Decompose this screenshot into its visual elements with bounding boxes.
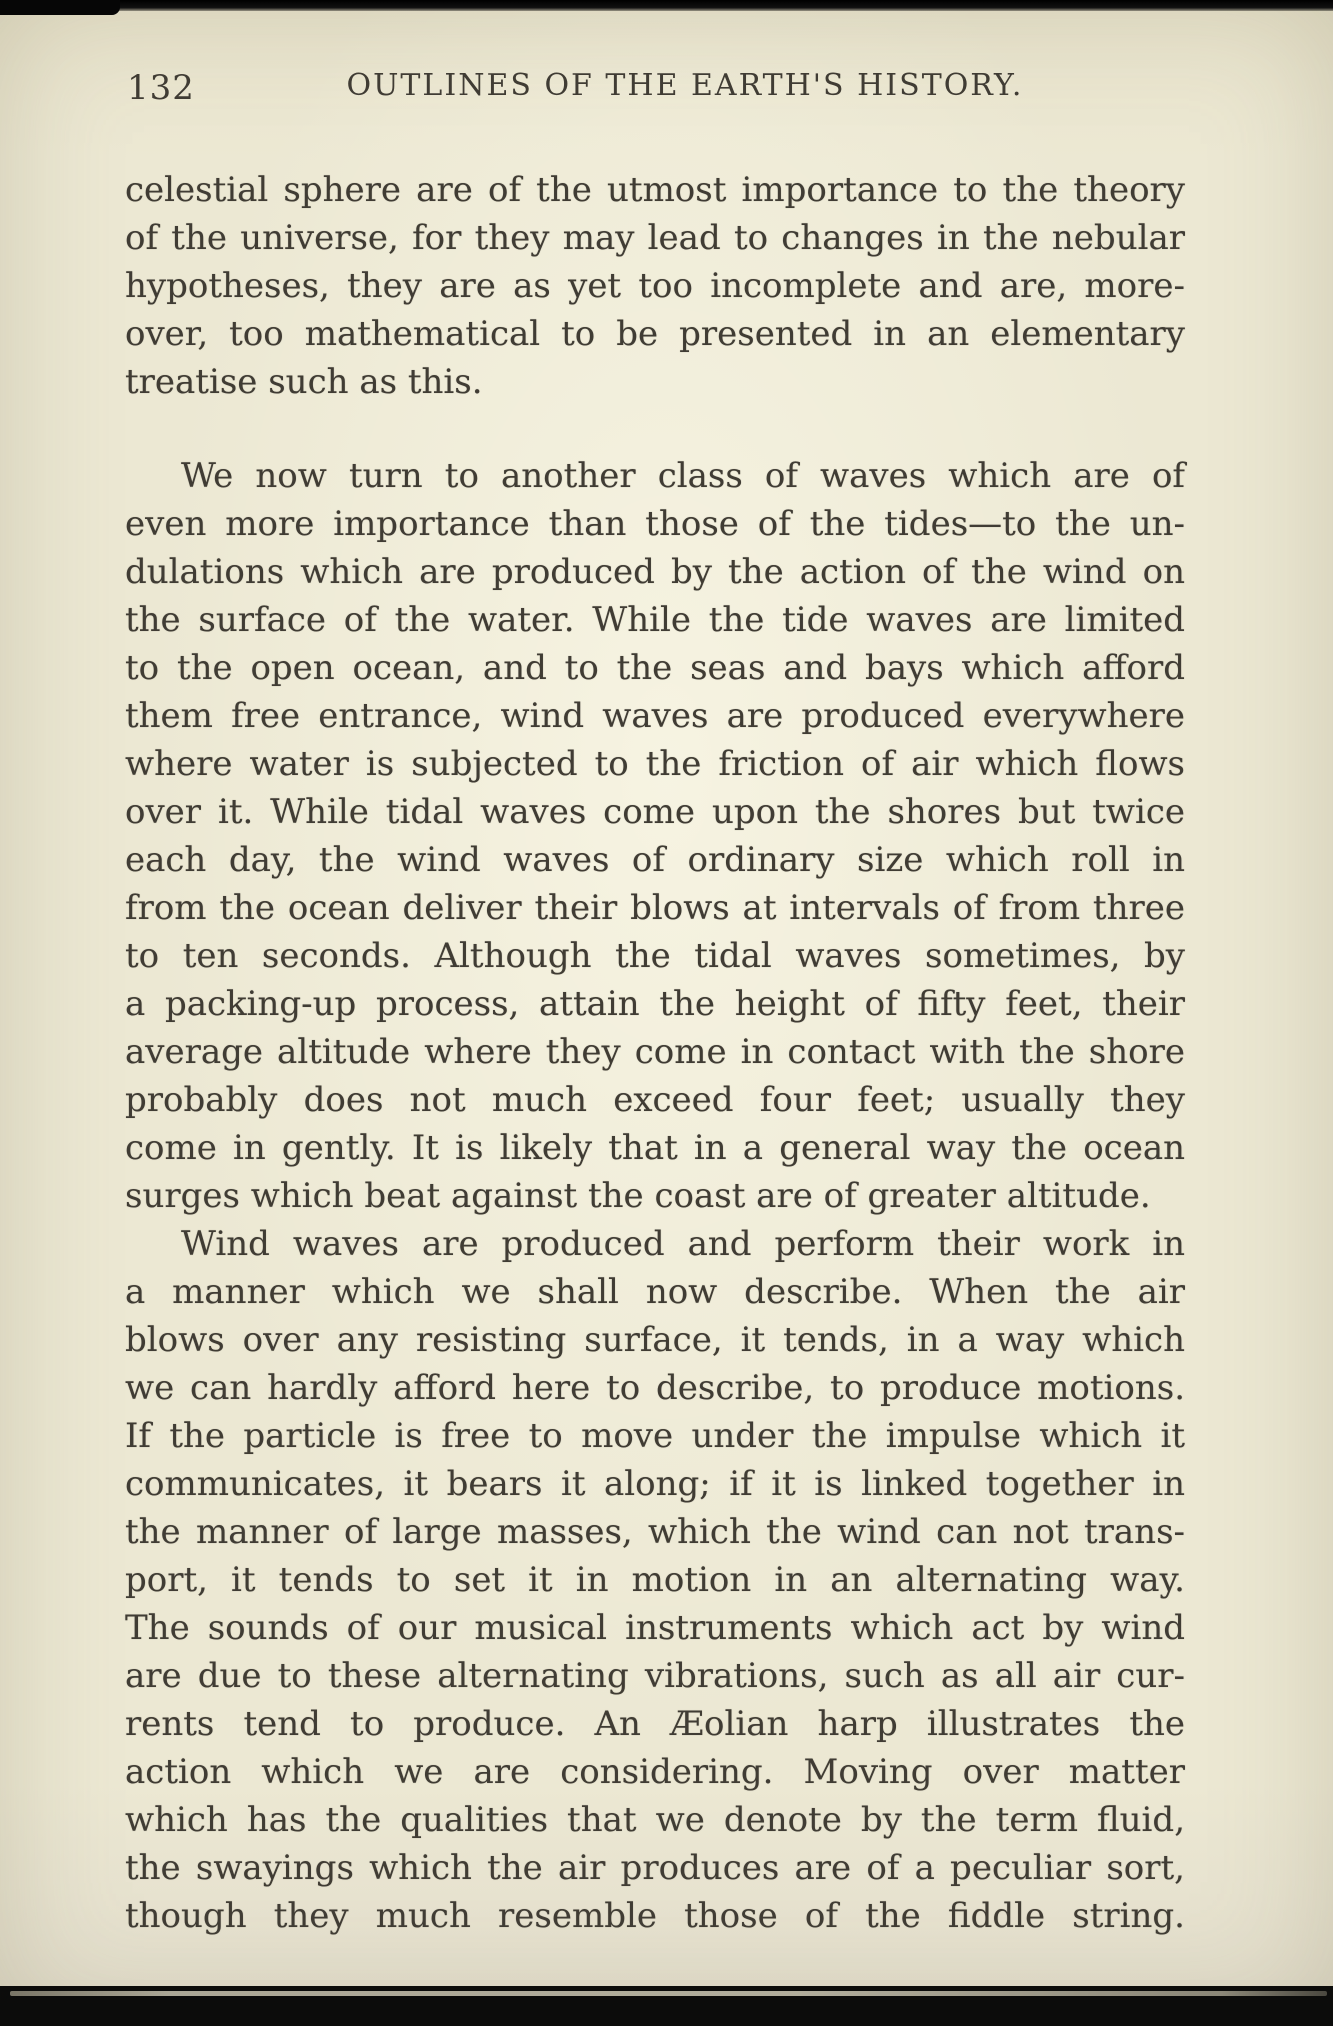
text-line: to ten seconds. Although the tidal waves sometimes, by xyxy=(125,936,1185,976)
text-line: a packing-up process, attain the height of fifty feet, their xyxy=(125,984,1185,1024)
text-line: communicates, it bears it along; if it is linked together in xyxy=(125,1464,1185,1504)
text-line: dulations which are produced by the action of the wind on xyxy=(125,552,1185,592)
text-line: the manner of large masses, which the wind can not trans- xyxy=(125,1512,1185,1552)
page-header xyxy=(125,66,1185,110)
text-line: over it. While tidal waves come upon the shores but twice xyxy=(125,792,1185,832)
text-line: we can hardly afford here to describe, to produce motions. xyxy=(125,1368,1185,1408)
text-line: come in gently. It is likely that in a general way the ocean xyxy=(125,1128,1185,1168)
text-line: average altitude where they come in contact with the shore xyxy=(125,1032,1185,1072)
page-number: 132 xyxy=(127,68,195,108)
text-line: hypotheses, they are as yet too incomplete and are, more- xyxy=(125,266,1185,306)
page-body xyxy=(125,166,1185,1940)
paragraph xyxy=(125,452,1185,1220)
text-line: to the open ocean, and to the seas and bays which afford xyxy=(125,648,1185,688)
text-line: of the universe, for they may lead to changes in the nebular xyxy=(125,218,1185,258)
text-line: each day, the wind waves of ordinary size which roll in xyxy=(125,840,1185,880)
text-line: where water is subjected to the friction of air which flows xyxy=(125,744,1185,784)
text-line: them free entrance, wind waves are produced everywhere xyxy=(125,696,1185,736)
text-line: the swayings which the air produces are of a peculiar sort, xyxy=(125,1848,1185,1888)
text-line: rents tend to produce. An Æolian harp illustrates the xyxy=(125,1704,1185,1744)
text-line: are due to these alternating vibrations, such as all air cur- xyxy=(125,1656,1185,1696)
text-line: If the particle is free to move under the impulse which it xyxy=(125,1416,1185,1456)
text-line: probably does not much exceed four feet; usually they xyxy=(125,1080,1185,1120)
text-line: Wind waves are produced and perform their work in xyxy=(181,1224,1185,1264)
page-edge-highlight xyxy=(10,1991,1327,1996)
scan-edge-bottom xyxy=(0,1986,1333,2026)
paragraph xyxy=(125,166,1185,406)
text-line: though they much resemble those of the fiddle string. xyxy=(125,1896,1185,1936)
text-line: surges which beat against the coast are of greater altitude. xyxy=(125,1176,1151,1216)
text-line: from the ocean deliver their blows at intervals of from three xyxy=(125,888,1185,928)
text-line: We now turn to another class of waves which are of xyxy=(181,456,1185,496)
text-line: the surface of the water. While the tide waves are limited xyxy=(125,600,1185,640)
text-line: celestial sphere are of the utmost importance to the theory xyxy=(125,170,1185,210)
paragraph xyxy=(125,1220,1185,1940)
text-line: action which we are considering. Moving over matter xyxy=(125,1752,1185,1792)
text-line: The sounds of our musical instruments which act by wind xyxy=(125,1608,1185,1648)
text-line: blows over any resisting surface, it tends, in a way which xyxy=(125,1320,1185,1360)
text-line: port, it tends to set it in motion in an alternating way. xyxy=(125,1560,1185,1600)
text-line: a manner which we shall now describe. When the air xyxy=(125,1272,1185,1312)
text-line: even more importance than those of the tides—to the un- xyxy=(125,504,1185,544)
text-line: which has the qualities that we denote by the term fluid, xyxy=(125,1800,1185,1840)
text-line: over, too mathematical to be presented in an elementary xyxy=(125,314,1185,354)
text-line: treatise such as this. xyxy=(125,362,483,402)
running-head: OUTLINES OF THE EARTH'S HISTORY. xyxy=(346,68,1024,103)
